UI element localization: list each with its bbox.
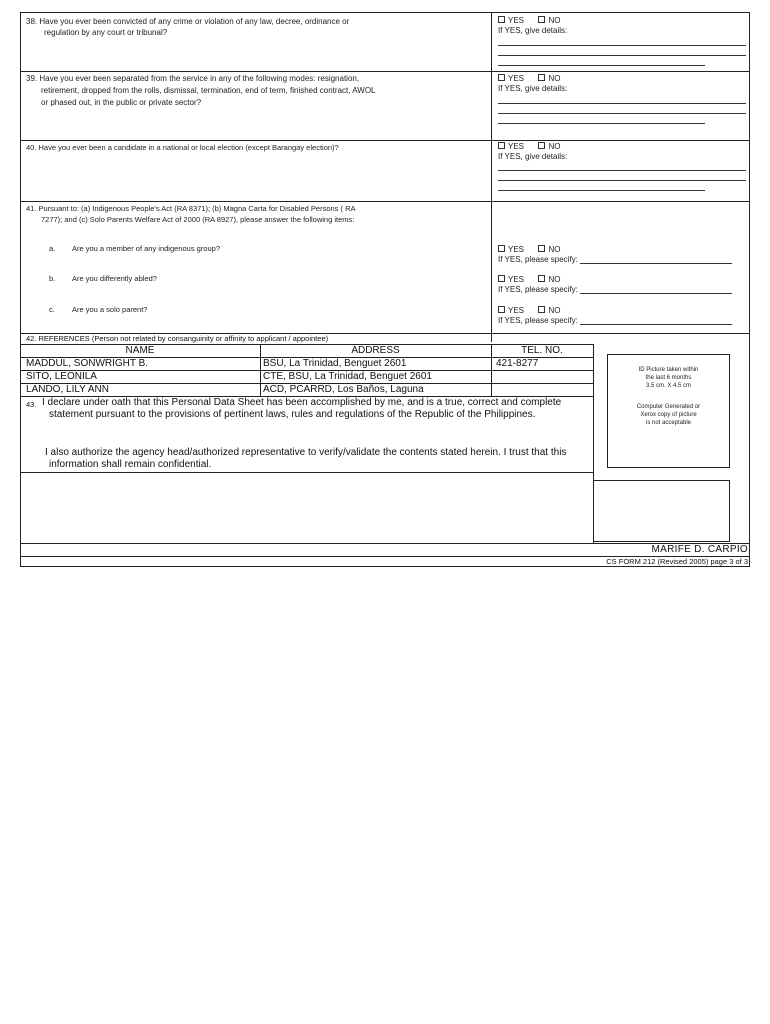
q43-auth-2: information shall remain confidential.: [49, 459, 212, 470]
photo-note-1: ID Picture taken within: [638, 367, 699, 373]
q39-text-2: retirement, dropped from the rolls, dismissal, termination, end of term, finished contract, AWOL: [41, 86, 376, 95]
q41a-specify-line[interactable]: [580, 263, 732, 264]
ref-header-address: ADDRESS: [351, 345, 400, 356]
q39-details-line-1[interactable]: [498, 103, 746, 104]
q41c-specify-line[interactable]: [580, 324, 732, 325]
q38-details-line-1[interactable]: [498, 45, 746, 46]
q41b-specify-label: If YES, please specify:: [498, 285, 578, 294]
q41a-specify-label: If YES, please specify:: [498, 255, 578, 264]
q42-title: 42. REFERENCES (Person not related by consanguinity or affinity to applicant / appointee): [26, 334, 329, 343]
q41-text-2: 7277); and (c) Solo Parents Welfare Act of 2000 (RA 8927), please answer the following items:: [41, 215, 355, 224]
q39-details-label: If YES, give details:: [498, 84, 568, 93]
frame-bottom: [20, 566, 750, 567]
ref-row-2-name: SITO, LEONILA: [26, 371, 97, 382]
q41a-text: Are you a member of any indigenous group?: [72, 244, 221, 253]
q41a-no-checkbox[interactable]: [538, 245, 545, 252]
frame-right: [749, 12, 750, 567]
sep-38-39: [20, 71, 750, 72]
q38-details-line-3[interactable]: [498, 65, 705, 66]
q40-yes-label: YES: [508, 142, 525, 151]
answer-column-divider: [491, 12, 492, 342]
signatory-sep: [20, 543, 750, 544]
q41b-text: Are you differently abled?: [72, 274, 157, 283]
q40-no-checkbox[interactable]: [538, 142, 545, 149]
q40-text: 40. Have you ever been a candidate in a national or local election (except Barangay election)?: [26, 143, 339, 152]
q41b-specify-line[interactable]: [580, 293, 732, 294]
photo-note-3: 3.5 cm. X 4.5 cm: [645, 383, 691, 389]
q43-text-2: statement pursuant to the provisions of pertinent laws, rules and regulations of the Republic of the Philippines.: [49, 409, 536, 420]
ref-header-name: NAME: [125, 345, 155, 356]
q38-details-label: If YES, give details:: [498, 26, 568, 35]
thumbmark-box[interactable]: [593, 480, 730, 542]
q38-no-label: NO: [548, 16, 561, 25]
q41c-letter: c.: [49, 305, 55, 314]
q41a-letter: a.: [49, 244, 56, 253]
q43-auth-1: I also authorize the agency head/authorized representative to verify/validate the contents stated herein. I trust that this: [45, 447, 567, 458]
q40-options: [498, 142, 560, 152]
ref-row-1-name: MADDUL, SONWRIGHT B.: [26, 358, 149, 369]
q38-text-1: 38. Have you ever been convicted of any crime or violation of any law, decree, ordinance or: [26, 17, 350, 26]
q43-number: 43.: [26, 400, 37, 409]
q41c-yes-checkbox[interactable]: [498, 306, 505, 313]
q38-yes-checkbox[interactable]: [498, 16, 505, 23]
q40-no-label: NO: [548, 142, 561, 151]
declaration-sep: [20, 472, 594, 473]
q39-text-1: 39. Have you ever been separated from the service in any of the following modes: resignation,: [26, 74, 360, 83]
q41a-yes-checkbox[interactable]: [498, 245, 505, 252]
q41c-no-label: NO: [548, 306, 561, 315]
q41a-no-label: NO: [548, 245, 561, 254]
form-footer: CS FORM 212 (Revised 2005) page 3 of 3: [606, 557, 748, 566]
ref-row-3-name: LANDO, LILY ANN: [26, 384, 109, 395]
q40-details-line-3[interactable]: [498, 190, 705, 191]
ref-row-1-tel: 421-8277: [496, 358, 539, 369]
photo-note-5: Xerox copy of picture: [640, 412, 697, 418]
q41c-specify-label: If YES, please specify:: [498, 316, 578, 325]
q41a-options: [498, 245, 560, 255]
q43-text-1: I declare under oath that this Personal Data Sheet has been accomplished by me, and is a true, correct and complete: [42, 397, 562, 408]
q41b-no-label: NO: [548, 275, 561, 284]
q41b-no-checkbox[interactable]: [538, 275, 545, 282]
q41b-letter: b.: [49, 274, 56, 283]
q38-no-checkbox[interactable]: [538, 16, 545, 23]
photo-note-4: Computer Generated or: [636, 404, 701, 410]
sep-40-41: [20, 201, 750, 202]
q41b-yes-label: YES: [508, 275, 525, 284]
q39-details-line-3[interactable]: [498, 123, 705, 124]
q41-text-1: 41. Pursuant to: (a) Indigenous People's Act (RA 8371); (b) Magna Carta for Disabled Persons ( RA: [26, 204, 356, 213]
signatory-name: MARIFE D. CARPIO: [651, 544, 748, 555]
q40-details-line-2[interactable]: [498, 180, 746, 181]
photo-note-6: is not acceptable: [645, 420, 692, 426]
q41b-options: [498, 275, 560, 285]
q40-details-label: If YES, give details:: [498, 152, 568, 161]
q40-details-line-1[interactable]: [498, 170, 746, 171]
q41c-yes-label: YES: [508, 306, 525, 315]
sep-39-40: [20, 140, 750, 141]
q39-details-line-2[interactable]: [498, 113, 746, 114]
id-photo-box[interactable]: [607, 354, 730, 468]
ref-header-tel: TEL. NO.: [521, 345, 563, 356]
ref-row-3-address: ACD, PCARRD, Los Baños, Laguna: [263, 384, 424, 395]
q41a-yes-label: YES: [508, 245, 525, 254]
q39-yes-checkbox[interactable]: [498, 74, 505, 81]
q38-details-line-2[interactable]: [498, 55, 746, 56]
q39-options: [498, 74, 560, 84]
q39-no-label: NO: [548, 74, 561, 83]
ref-row-2-address: CTE, BSU, La Trinidad, Benguet 2601: [263, 371, 432, 382]
q41c-options: [498, 306, 560, 316]
photo-note-2: the last 6 months: [645, 375, 692, 381]
frame-left: [20, 12, 21, 567]
q38-text-2: regulation by any court or tribunal?: [44, 28, 168, 37]
q38-yes-label: YES: [508, 16, 525, 25]
q39-yes-label: YES: [508, 74, 525, 83]
q41b-yes-checkbox[interactable]: [498, 275, 505, 282]
q41c-no-checkbox[interactable]: [538, 306, 545, 313]
q39-no-checkbox[interactable]: [538, 74, 545, 81]
q40-yes-checkbox[interactable]: [498, 142, 505, 149]
ref-row-1-address: BSU, La Trinidad, Benguet 2601: [263, 358, 407, 369]
q38-options: [498, 16, 560, 26]
frame-top: [20, 12, 750, 13]
q41c-text: Are you a solo parent?: [72, 305, 148, 314]
q39-text-3: or phased out, in the public or private sector?: [41, 98, 202, 107]
